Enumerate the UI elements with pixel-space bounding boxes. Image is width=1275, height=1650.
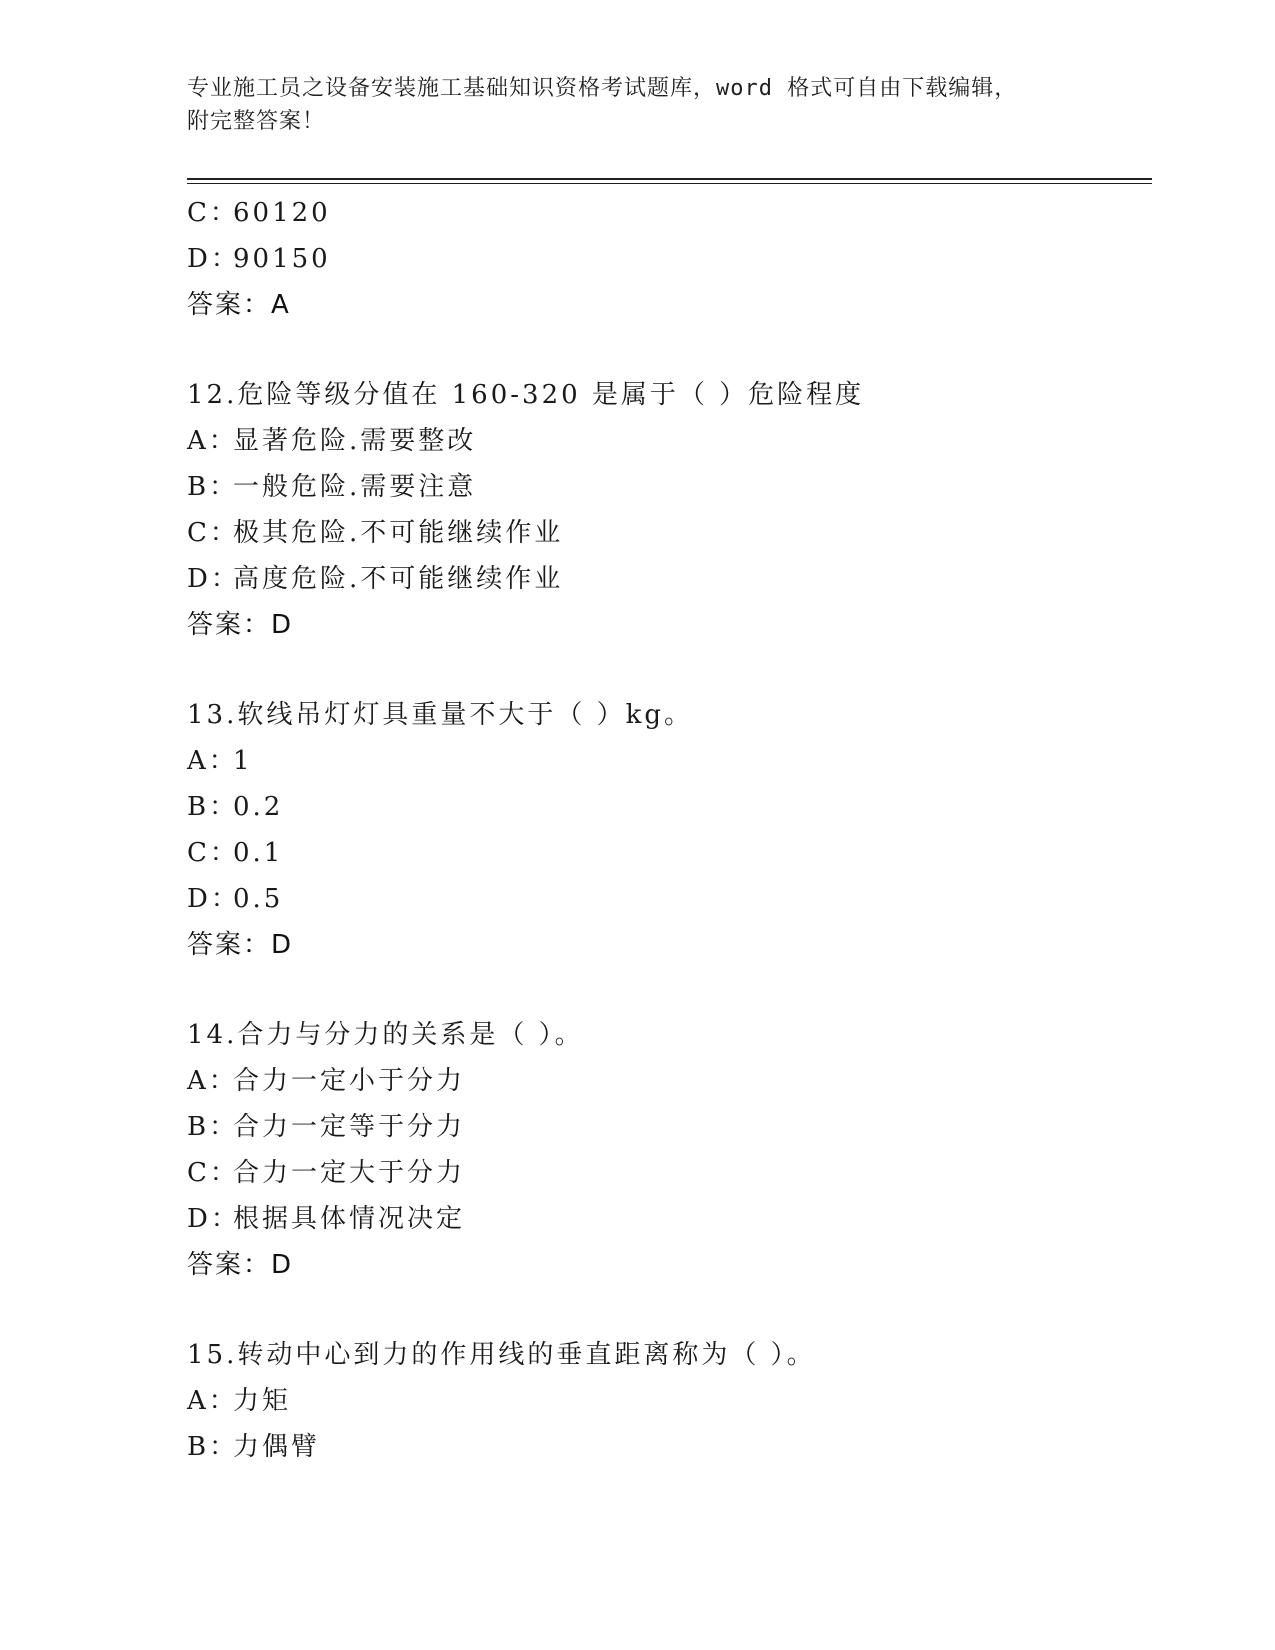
option-text: 根据具体情况决定 [233,1204,466,1234]
question-block-prev [187,190,1147,328]
option-text: 0.5 [233,884,284,914]
option-c [187,510,1147,556]
spacer [187,1288,1147,1332]
option-key: D： [187,244,240,274]
option-key: C： [187,198,239,228]
header-line-1: 专业施工员之设备安装施工基础知识资格考试题库，word 格式可自由下载编辑， [187,76,1018,101]
option-text: 60120 [233,198,331,228]
spacer [187,968,1147,1012]
option-key: A： [187,426,238,456]
option-key: B： [187,792,239,822]
option-key: A： [187,1066,238,1096]
option-b [187,464,1147,510]
question-block-15 [187,1332,1147,1470]
option-key: B： [187,472,239,502]
question-stem: 13.软线吊灯灯具重量不大于（ ）kg。 [187,700,694,730]
question-block-14 [187,1012,1147,1288]
question-block-13 [187,692,1147,968]
option-a [187,418,1147,464]
option-key: D： [187,564,240,594]
option-text: 力矩 [233,1386,292,1416]
option-key: C： [187,1158,239,1188]
spacer [187,328,1147,372]
answer-line: 答案：D [187,1250,294,1280]
option-text: 合力一定等于分力 [233,1112,466,1142]
question-stem: 14.合力与分力的关系是（ ）。 [187,1020,584,1050]
question-stem: 15.转动中心到力的作用线的垂直距离称为（ ）。 [187,1340,816,1370]
option-text: 力偶臂 [233,1432,321,1462]
option-text: 0.2 [233,792,284,822]
header-line-2: 附完整答案！ [187,109,326,134]
question-list [187,190,1147,1470]
option-text: 一般危险.需要注意 [233,472,477,502]
option-key: D： [187,884,240,914]
option-c [187,190,1147,236]
header-divider-thin [187,183,1152,184]
option-text: 90150 [233,244,331,274]
option-a [187,1378,1147,1424]
option-text: 极其危险.不可能继续作业 [233,518,564,548]
option-key: B： [187,1432,239,1462]
option-d [187,876,1147,922]
option-c [187,830,1147,876]
option-text: 显著危险.需要整改 [233,426,477,456]
option-a [187,738,1147,784]
option-d [187,1196,1147,1242]
option-c [187,1150,1147,1196]
option-key: A： [187,1386,238,1416]
question-block-12 [187,372,1147,648]
option-key: B： [187,1112,239,1142]
option-text: 高度危险.不可能继续作业 [233,564,564,594]
option-d [187,236,1147,282]
option-b [187,784,1147,830]
option-key: C： [187,518,239,548]
option-b [187,1424,1147,1470]
option-a [187,1058,1147,1104]
option-key: A： [187,746,238,776]
header-divider-thick [187,178,1152,180]
option-d [187,556,1147,602]
spacer [187,648,1147,692]
document-header [187,72,1087,138]
option-text: 0.1 [233,838,284,868]
question-stem: 12.危险等级分值在 160-320 是属于（ ）危险程度 [187,380,865,410]
option-b [187,1104,1147,1150]
answer-line: 答案：A [187,290,291,320]
option-key: D： [187,1204,240,1234]
option-text: 合力一定大于分力 [233,1158,466,1188]
option-key: C： [187,838,239,868]
option-text: 1 [233,746,253,776]
answer-line: 答案：D [187,610,294,640]
answer-line: 答案：D [187,930,294,960]
option-text: 合力一定小于分力 [233,1066,466,1096]
